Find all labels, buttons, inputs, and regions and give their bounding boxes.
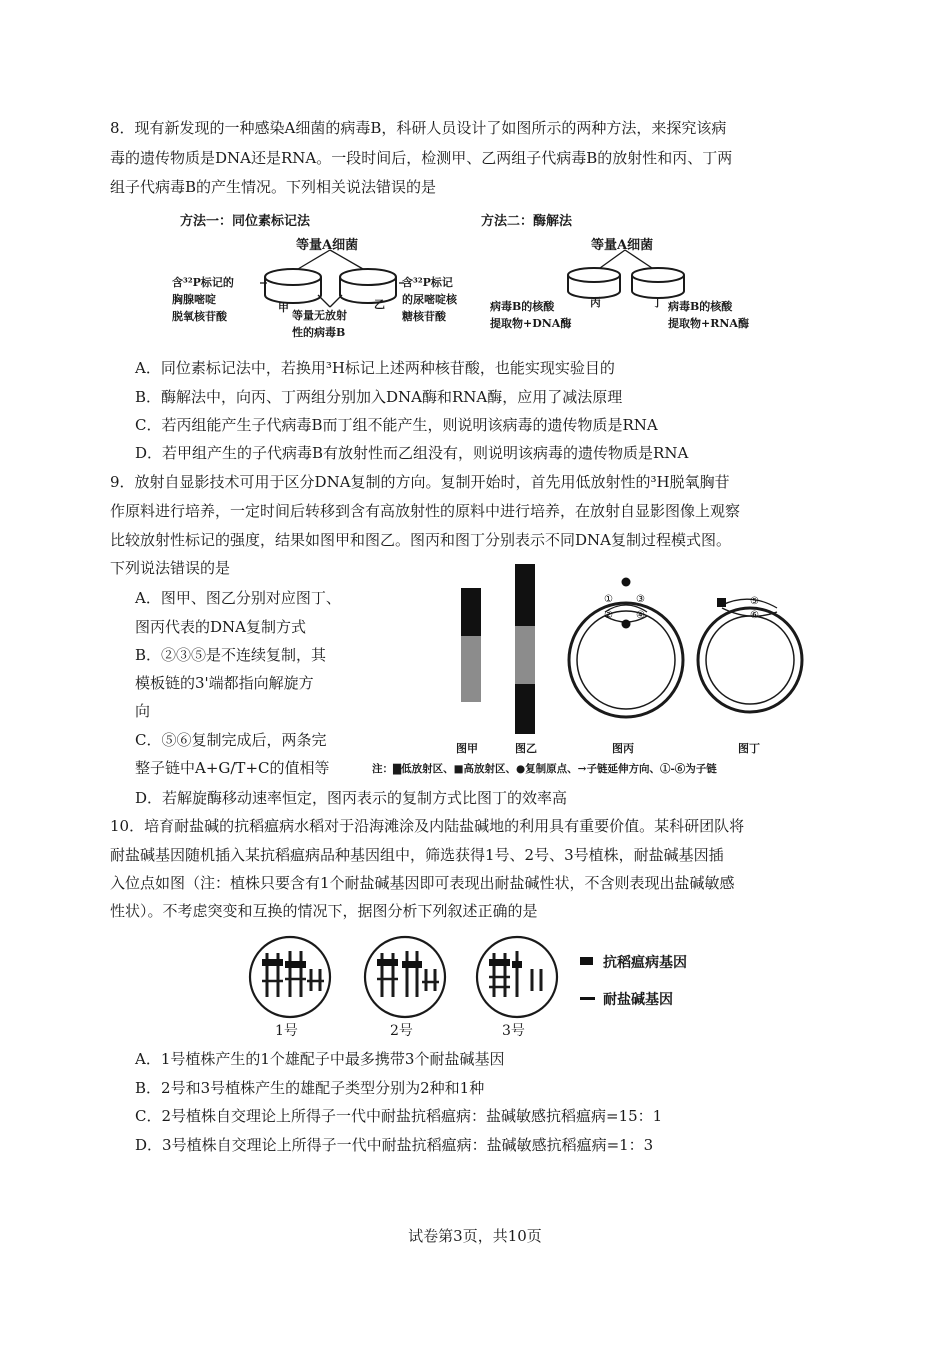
q8-stem-line-1: 8．现有新发现的一种感染A细菌的病毒B，科研人员设计了如图所示的两种方法，来探究该病	[110, 119, 727, 137]
bar-yi-high-bottom	[515, 684, 535, 734]
origin-bing-top	[622, 578, 631, 587]
origin-ding	[717, 598, 726, 607]
cell-label-2: 2号	[390, 1023, 413, 1039]
q9-stem-line-2: 作原料进行培养，一定时间后转移到含有高放射性的原料中进行培养，在放射自显影图像上观察	[110, 502, 741, 520]
q9-option-d: D．若解旋酶移动速率恒定，图丙表示的复制方式比图丁的效率高	[135, 789, 568, 807]
q8-stem-line-3: 组子代病毒B的产生情况。下列相关说法错误的是	[110, 178, 437, 196]
q10-stem-line-3: 入位点如图（注：植株只要含有1个耐盐碱基因即可表现出耐盐碱性状，不含则表现出盐碱敏感	[110, 874, 735, 892]
label-yi: 乙	[374, 298, 385, 311]
circle-ding-outer	[698, 608, 802, 712]
legend-resistance-label: 抗稻瘟病基因	[603, 955, 687, 971]
fig-label-jia: 图甲	[456, 742, 478, 755]
bing-note: 病毒B的核酸 提取物+DNA酶	[490, 300, 572, 330]
bacteria-label-2: 等量A细菌	[591, 238, 654, 253]
q9-side-line-5: 向	[135, 702, 151, 720]
num-2: ②	[604, 610, 613, 621]
q10-stem-line-4: 性状）。不考虑突变和互换的情况下，据图分析下列叙述正确的是	[110, 902, 538, 920]
q8-option-c: C．若丙组能产生子代病毒B而丁组不能产生，则说明该病毒的遗传物质是RNA	[135, 416, 658, 434]
label-jia: 甲	[278, 301, 289, 314]
label-bing: 丙	[590, 296, 601, 309]
bar-jia-high	[461, 588, 481, 636]
bar-yi-high-top	[515, 564, 535, 626]
fig-label-yi: 图乙	[515, 742, 537, 755]
ding-note: 病毒B的核酸 提取物+RNA酶	[668, 300, 749, 330]
method1-title: 方法一：同位素标记法	[180, 214, 311, 229]
cell-label-3: 3号	[502, 1023, 525, 1039]
q9-side-line-6: C．⑤⑥复制完成后，两条完	[135, 731, 327, 749]
circle-ding-inner	[706, 616, 794, 704]
fig-label-bing: 图丙	[612, 742, 634, 755]
q9-legend: 注：▇低放射区、■高放射区、●复制原点、→子链延伸方向、①-⑥为子链	[372, 763, 717, 775]
bacteria-label-1: 等量A细菌	[296, 238, 359, 253]
bar-jia-low	[461, 636, 481, 702]
q10-cells-diagram	[245, 935, 575, 1020]
method2-title: 方法二：酶解法	[481, 214, 573, 229]
cell-2	[365, 937, 445, 1017]
q9-figure	[455, 560, 845, 740]
left-note: 含³²P标记的 胸腺嘧啶 脱氧核苷酸	[172, 276, 234, 323]
center-note: 等量无放射 性的病毒B	[292, 309, 347, 339]
q10-option-c: C．2号植株自交理论上所得子一代中耐盐抗稻瘟病：盐碱敏感抗稻瘟病=15：1	[135, 1107, 663, 1125]
q9-stem-line-1: 9．放射自显影技术可用于区分DNA复制的方向。复制开始时，首先用低放射性的³H脱氧胸苷	[110, 473, 730, 491]
q8-option-d: D．若甲组产生的子代病毒B有放射性而乙组没有，则说明该病毒的遗传物质是RNA	[135, 444, 689, 462]
q9-side-line-1: A．图甲、图乙分别对应图丁、	[135, 589, 341, 607]
q9-side-line-2: 图丙代表的DNA复制方式	[135, 618, 306, 636]
legend-salt-swatch	[580, 997, 595, 1000]
q10-option-d: D．3号植株自交理论上所得子一代中耐盐抗稻瘟病：盐碱敏感抗稻瘟病=1：3	[135, 1136, 654, 1154]
q9-side-line-4: 模板链的3'端都指向解旋方	[135, 674, 314, 692]
q10-stem-line-2: 耐盐碱基因随机插入某抗稻瘟病品种基因组中，筛选获得1号、2号、3号植株，耐盐碱基因插	[110, 846, 724, 864]
legend-resistance-swatch	[580, 957, 593, 965]
q8-stem-line-2: 毒的遗传物质是DNA还是RNA。一段时间后，检测甲、乙两组子代病毒B的放射性和丙、丁两	[110, 149, 733, 167]
q9-stem-line-4: 下列说法错误的是	[110, 559, 231, 577]
q10-option-a: A．1号植株产生的1个雄配子中最多携带3个耐盐碱基因	[135, 1050, 505, 1068]
q9-side-line-7: 整子链中A+G/T+C的值相等	[135, 759, 330, 777]
q8-option-a: A．同位素标记法中，若换用³H标记上述两种核苷酸，也能实现实验目的	[135, 359, 615, 377]
q10-option-b: B．2号和3号植株产生的雄配子类型分别为2种和1种	[135, 1079, 485, 1097]
num-5: ⑤	[750, 596, 759, 607]
num-1: ①	[604, 594, 613, 605]
bar-yi-low	[515, 626, 535, 684]
num-6: ⑥	[750, 610, 759, 621]
fig-label-ding: 图丁	[738, 742, 760, 755]
right-note: 含³²P标记 的尿嘧啶核 糖核苷酸	[402, 276, 457, 323]
origin-bing-bottom	[622, 620, 631, 629]
q9-side-line-3: B．②③⑤是不连续复制，其	[135, 646, 327, 664]
q9-stem-line-3: 比较放射性标记的强度，结果如图甲和图乙。图丙和图丁分别表示不同DNA复制过程模式图。	[110, 531, 731, 549]
legend-salt-label: 耐盐碱基因	[603, 992, 673, 1008]
q8-option-b: B．酶解法中，向丙、丁两组分别加入DNA酶和RNA酶，应用了减法原理	[135, 388, 623, 406]
page-footer: 试卷第3页，共10页	[408, 1227, 542, 1245]
cell-label-1: 1号	[275, 1023, 298, 1039]
num-3: ③	[636, 594, 645, 605]
num-4: ④	[636, 610, 645, 621]
label-ding: 丁	[652, 296, 663, 309]
q10-stem-line-1: 10．培育耐盐碱的抗稻瘟病水稻对于沿海滩涂及内陆盐碱地的利用具有重要价值。某科研团队将	[110, 817, 745, 835]
